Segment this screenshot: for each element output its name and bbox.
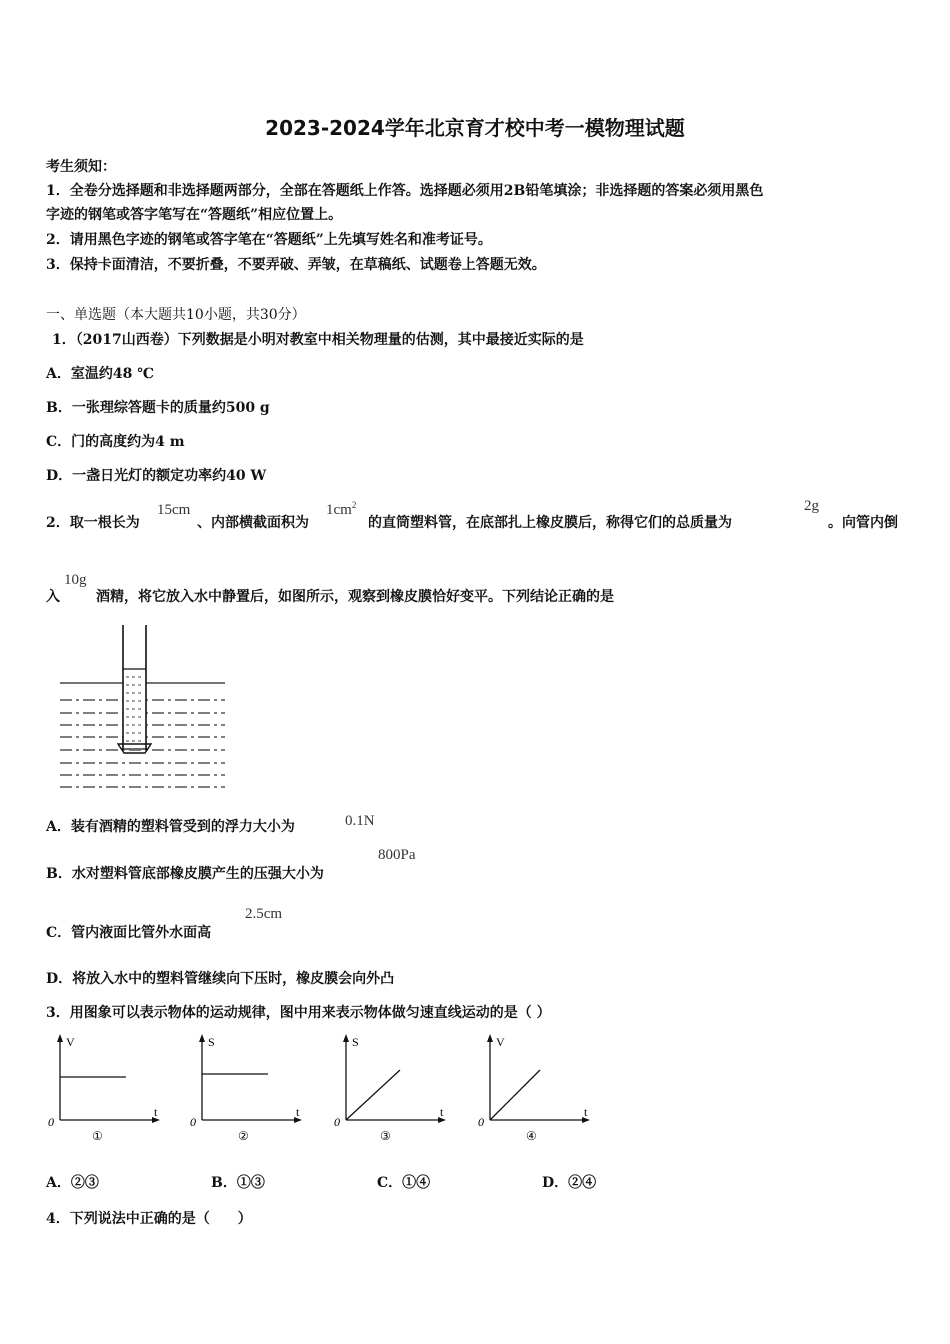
q2-area-value: $1cm^2$ [326,500,357,518]
q3-option-c: C．①④ [377,1175,431,1191]
graph-1 [44,1032,169,1147]
q2-option-c-value: 2.5cm [245,906,283,922]
page-title: 2023-2024学年北京育才校中考一模物理试题 [265,116,685,140]
q2-option-b-value: 800Pa [378,847,416,863]
q2-stem-part4: 。向管内倒 [828,515,898,531]
q2-length-value: 15cm [157,502,191,518]
q2-mass-value: 2g [804,498,819,514]
q3-option-a: A．②③ [46,1175,99,1191]
graph-1-xlabel: t [154,1105,158,1119]
tube-in-water-figure [55,625,230,795]
graph-4-ylabel: V [496,1035,505,1049]
q2-stem-part2: 、内部横截面积为 [197,515,309,531]
graph-2-xlabel: t [296,1105,300,1119]
q1-option-c: C．门的高度约为4 m [46,434,185,450]
q2-option-d: D．将放入水中的塑料管继续向下压时，橡皮膜会向外凸 [46,971,395,987]
q2-stem-part3: 的直筒塑料管，在底部扎上橡皮膜后，称得它们的总质量为 [368,515,732,531]
graph-1-origin: 0 [48,1115,54,1129]
notice-line-1b: 字迹的钢笔或答字笔写在“答题纸”相应位置上。 [46,207,343,223]
graph-3 [330,1032,455,1147]
q3-option-b: B．①③ [211,1175,265,1191]
q1-option-a: A．室温约48 ℃ [46,366,154,382]
graph-2-ylabel: S [208,1035,215,1049]
q1-option-d: D．一盏日光灯的额定功率约40 W [46,468,267,484]
notice-line-3: 3．保持卡面清洁，不要折叠，不要弄破、弄皱，在草稿纸、试题卷上答题无效。 [46,257,546,273]
q2-option-b: B．水对塑料管底部橡皮膜产生的压强大小为 [46,866,324,882]
q1-stem: 1．（2017山西卷）下列数据是小明对教室中相关物理量的估测，其中最接近实际的是 [52,332,584,348]
graph-3-number: ③ [380,1129,391,1143]
q3-option-d: D．②④ [542,1175,597,1191]
q2-stem-part1: 2．取一根长为 [46,515,140,531]
graph-3-origin: 0 [334,1115,340,1129]
graph-3-xlabel: t [440,1105,444,1119]
graph-4-origin: 0 [478,1115,484,1129]
graph-2-origin: 0 [190,1115,196,1129]
graph-1-number: ① [92,1129,103,1143]
q3-stem: 3．用图象可以表示物体的运动规律，图中用来表示物体做匀速直线运动的是（ ） [46,1005,551,1021]
graph-2 [186,1032,311,1147]
notice-line-2: 2．请用黑色字迹的钢笔或答字笔在“答题纸”上先填写姓名和准考证号。 [46,232,492,248]
notice-line-1: 1．全卷分选择题和非选择题两部分，全部在答题纸上作答。选择题必须用2B铅笔填涂；非选择题的答案必须用黑色 [46,183,764,199]
graph-4 [474,1032,599,1147]
graph-4-xlabel: t [584,1105,588,1119]
notice-heading: 考生须知： [46,159,116,175]
graph-3-ylabel: S [352,1035,359,1049]
q2-option-a-value: 0.1N [345,813,375,829]
q2-stem-part6: 酒精，将它放入水中静置后，如图所示，观察到橡皮膜恰好变平。下列结论正确的是 [96,589,614,605]
graph-4-number: ④ [526,1129,537,1143]
q4-stem: 4．下列说法中正确的是（ ） [46,1211,252,1227]
q2-stem-part5: 入 [46,589,60,605]
graph-2-number: ② [238,1129,249,1143]
q1-option-b: B．一张理综答题卡的质量约500 g [46,400,270,416]
graph-1-ylabel: V [66,1035,75,1049]
q2-alcohol-mass: 10g [64,572,87,588]
q2-option-c: C．管内液面比管外水面高 [46,925,212,941]
section-heading: 一、单选题（本大题共10小题，共30分） [46,307,306,323]
q2-option-a: A．装有酒精的塑料管受到的浮力大小为 [46,819,295,835]
